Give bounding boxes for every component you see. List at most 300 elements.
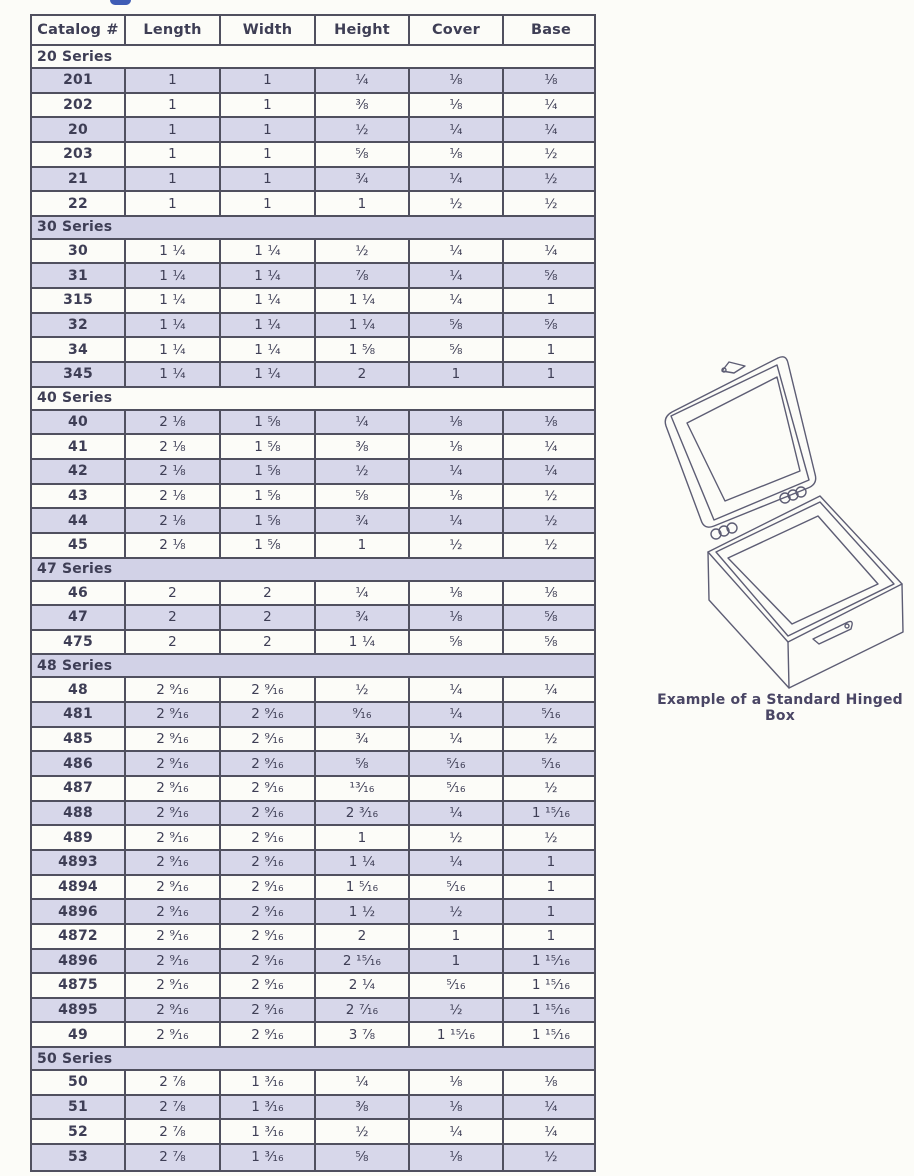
cell-catalog-number: 41 [32, 435, 126, 458]
cell-cover: ⅝ [410, 338, 504, 361]
cell-length: 2 [126, 631, 221, 654]
cell-cover: ⅛ [410, 606, 504, 629]
cell-width: 2 ⁹⁄₁₆ [221, 950, 316, 973]
cell-catalog-number: 44 [32, 509, 126, 532]
series-band [32, 388, 594, 411]
cell-height: 1 ¼ [316, 631, 410, 654]
cell-base: ½ [544, 170, 558, 187]
cell-height: ¼ [316, 69, 410, 92]
cell-cover: 1 [410, 363, 504, 386]
cell-base: ½ [544, 195, 558, 212]
table-row [32, 900, 594, 925]
cell-cover: ⅛ [410, 411, 504, 434]
cell-length: 2 ⁹⁄₁₆ [126, 925, 221, 948]
cell-catalog-number: 315 [32, 289, 126, 312]
table-row [32, 509, 594, 534]
cropped-heading-fragment [110, 0, 131, 5]
table-row [32, 582, 594, 607]
cell-base: ½ [544, 780, 558, 797]
column-header-cover: Cover [410, 16, 504, 44]
cell-width: 2 [221, 582, 316, 605]
cell-base: ½ [544, 731, 558, 748]
table-row [32, 240, 594, 265]
cell-cover: ¼ [410, 802, 504, 825]
cell-height: 2 [316, 925, 410, 948]
cell-length: 2 ⁹⁄₁₆ [126, 876, 221, 899]
cell-height: ¼ [316, 411, 410, 434]
table-row [32, 1096, 594, 1121]
cell-width: 1 ¼ [221, 314, 316, 337]
table-body [32, 46, 594, 1170]
table-row [32, 485, 594, 510]
table-row [32, 411, 594, 436]
cell-height: ½ [316, 678, 410, 701]
cell-catalog-number: 34 [32, 338, 126, 361]
cell-height: 2 ⁷⁄₁₆ [316, 999, 410, 1022]
cell-height: 1 [316, 826, 410, 849]
series-band [32, 217, 594, 240]
cell-length: 1 [126, 94, 221, 117]
cell-height: ½ [316, 1120, 410, 1143]
cell-cover: ¼ [410, 728, 504, 751]
cell-height: ⁹⁄₁₆ [316, 703, 410, 726]
cell-base: ⅛ [544, 414, 558, 430]
cell-catalog-number: 4896 [32, 900, 126, 923]
cell-base: 1 [546, 854, 556, 871]
cell-width: 1 ⅝ [221, 435, 316, 458]
cell-base: 1 ¹⁵⁄₁₆ [531, 1026, 571, 1043]
cell-width: 2 ⁹⁄₁₆ [221, 1023, 316, 1046]
cell-base: ⅝ [544, 317, 558, 334]
series-label: 47 Series [37, 561, 113, 578]
table-row [32, 534, 594, 559]
cell-height: ¼ [316, 582, 410, 605]
table-row [32, 168, 594, 193]
cell-base: 1 ¹⁵⁄₁₆ [531, 1002, 571, 1019]
cell-catalog-number: 203 [32, 143, 126, 166]
cell-width: 2 [221, 606, 316, 629]
cell-height: 1 ¼ [316, 851, 410, 874]
cell-base: ½ [544, 537, 558, 554]
cell-base: 1 ¹⁵⁄₁₆ [531, 952, 571, 969]
table-row [32, 1071, 594, 1096]
cell-width: 1 ³⁄₁₆ [221, 1096, 316, 1119]
column-header-height: Height [316, 16, 410, 44]
cell-base: ¼ [544, 243, 558, 260]
cell-cover: ¼ [410, 509, 504, 532]
cell-height: ⅝ [316, 1145, 410, 1170]
cell-height: ⅜ [316, 94, 410, 117]
cell-base: ½ [544, 146, 558, 163]
cell-catalog-number: 49 [32, 1023, 126, 1046]
cell-catalog-number: 46 [32, 582, 126, 605]
cell-width: 2 ⁹⁄₁₆ [221, 777, 316, 800]
cell-cover: ⅛ [410, 69, 504, 92]
cell-catalog-number: 45 [32, 534, 126, 557]
table-row [32, 999, 594, 1024]
cell-length: 2 ⅛ [126, 435, 221, 458]
cell-base: ⅝ [544, 634, 558, 651]
cell-catalog-number: 202 [32, 94, 126, 117]
cell-cover: ¼ [410, 264, 504, 287]
table-row [32, 69, 594, 94]
cell-height: 1 ¼ [316, 314, 410, 337]
table-row [32, 363, 594, 388]
cell-height: ¾ [316, 728, 410, 751]
cell-height: 1 ⁵⁄₁₆ [316, 876, 410, 899]
cell-width: 2 ⁹⁄₁₆ [221, 703, 316, 726]
cell-base: ⁵⁄₁₆ [541, 706, 561, 723]
table-row [32, 1145, 594, 1170]
table-row [32, 752, 594, 777]
cell-base: ¼ [544, 681, 558, 698]
cell-cover: ⅛ [410, 1096, 504, 1119]
table-row [32, 118, 594, 143]
cell-base: 1 [546, 341, 556, 358]
table-row [32, 143, 594, 168]
cell-height: 1 ¼ [316, 289, 410, 312]
cell-length: 2 ⅛ [126, 411, 221, 434]
table-row [32, 728, 594, 753]
cell-catalog-number: 485 [32, 728, 126, 751]
cell-length: 2 ⁹⁄₁₆ [126, 826, 221, 849]
cell-width: 2 ⁹⁄₁₆ [221, 752, 316, 775]
cell-cover: ⁵⁄₁₆ [410, 974, 504, 997]
cell-cover: ½ [410, 999, 504, 1022]
cell-cover: ½ [410, 192, 504, 215]
table-row [32, 631, 594, 656]
cell-width: 2 ⁹⁄₁₆ [221, 728, 316, 751]
cell-length: 2 ⁹⁄₁₆ [126, 777, 221, 800]
cell-height: ⅝ [316, 143, 410, 166]
cell-cover: ⁵⁄₁₆ [410, 777, 504, 800]
cell-height: ¾ [316, 509, 410, 532]
cell-cover: ¼ [410, 168, 504, 191]
table-row [32, 460, 594, 485]
cell-base: ¼ [544, 463, 558, 480]
cell-height: ¾ [316, 168, 410, 191]
table-row [32, 777, 594, 802]
cell-height: ½ [316, 118, 410, 141]
hinged-box-spec-table [30, 14, 596, 1172]
cell-length: 2 ⁹⁄₁₆ [126, 974, 221, 997]
cell-height: ⅞ [316, 264, 410, 287]
cell-cover: ⅛ [410, 1145, 504, 1170]
table-row [32, 950, 594, 975]
cell-length: 2 ⁹⁄₁₆ [126, 752, 221, 775]
cell-catalog-number: 4894 [32, 876, 126, 899]
box-base-front-edge [788, 642, 789, 688]
table-row [32, 974, 594, 999]
cell-width: 1 ¼ [221, 289, 316, 312]
column-header-length: Length [126, 16, 221, 44]
cell-catalog-number: 20 [32, 118, 126, 141]
figure-caption: Example of a Standard Hinged Box [657, 692, 903, 724]
cell-base: ⅛ [544, 72, 558, 89]
cell-base: 1 [546, 903, 556, 920]
cell-catalog-number: 53 [32, 1145, 126, 1170]
cell-cover: ¼ [410, 460, 504, 483]
cell-base: ⅝ [544, 609, 558, 626]
table-row [32, 192, 594, 217]
cell-catalog-number: 21 [32, 168, 126, 191]
cell-catalog-number: 40 [32, 411, 126, 434]
hinged-box-illustration [630, 346, 914, 691]
cell-width: 2 ⁹⁄₁₆ [221, 999, 316, 1022]
cell-catalog-number: 488 [32, 802, 126, 825]
cell-width: 2 ⁹⁄₁₆ [221, 900, 316, 923]
cell-base: ¼ [544, 96, 558, 113]
column-header-catalog: Catalog # [32, 16, 126, 44]
cell-base: 1 [546, 878, 556, 895]
cell-catalog-number: 31 [32, 264, 126, 287]
cell-catalog-number: 487 [32, 777, 126, 800]
cell-catalog-number: 4895 [32, 999, 126, 1022]
series-band [32, 1048, 594, 1071]
cell-height: ¹³⁄₁₆ [316, 777, 410, 800]
series-band [32, 559, 594, 582]
cell-width: 1 ¼ [221, 264, 316, 287]
cell-catalog-number: 345 [32, 363, 126, 386]
series-label: 50 Series [37, 1050, 113, 1067]
cell-length: 2 ⁹⁄₁₆ [126, 1023, 221, 1046]
cell-cover: ½ [410, 534, 504, 557]
cell-base: ⅛ [544, 584, 558, 601]
cell-catalog-number: 52 [32, 1120, 126, 1143]
cell-length: 2 ⅛ [126, 485, 221, 508]
cell-width: 1 ¼ [221, 338, 316, 361]
cell-base: 1 ¹⁵⁄₁₆ [531, 804, 571, 821]
cell-cover: 1 [410, 925, 504, 948]
cell-base: ½ [544, 512, 558, 529]
cell-catalog-number: 50 [32, 1071, 126, 1094]
box-base-walls [708, 552, 903, 688]
table-row [32, 925, 594, 950]
column-header-width: Width [221, 16, 316, 44]
cell-cover: ¼ [410, 1120, 504, 1143]
hinged-box-figure [630, 346, 914, 724]
cell-base: ½ [544, 1149, 558, 1166]
cell-catalog-number: 486 [32, 752, 126, 775]
series-label: 48 Series [37, 657, 113, 674]
cell-width: 1 ³⁄₁₆ [221, 1145, 316, 1170]
box-latch-pin [845, 624, 849, 628]
table-row [32, 606, 594, 631]
cell-base: ⁵⁄₁₆ [541, 755, 561, 772]
cell-cover: ½ [410, 826, 504, 849]
cell-length: 2 [126, 606, 221, 629]
table-row [32, 851, 594, 876]
cell-cover: ⅛ [410, 94, 504, 117]
cell-cover: ⅛ [410, 435, 504, 458]
cell-width: 1 ¼ [221, 240, 316, 263]
cell-width: 1 ⅝ [221, 411, 316, 434]
cell-catalog-number: 47 [32, 606, 126, 629]
cell-base: ⅝ [544, 267, 558, 284]
cell-height: ½ [316, 240, 410, 263]
cell-length: 1 ¼ [126, 338, 221, 361]
cell-base: ½ [544, 487, 558, 504]
cell-height: 1 [316, 534, 410, 557]
series-label: 40 Series [37, 390, 113, 407]
cell-base: ¼ [544, 438, 558, 455]
cell-length: 1 ¼ [126, 264, 221, 287]
cell-width: 1 ⅝ [221, 534, 316, 557]
cell-height: 2 ¹⁵⁄₁₆ [316, 950, 410, 973]
cell-cover: ⅝ [410, 314, 504, 337]
cell-height: 1 ½ [316, 900, 410, 923]
cell-height: ⅝ [316, 752, 410, 775]
cell-cover: ⅛ [410, 143, 504, 166]
cell-cover: ⅛ [410, 582, 504, 605]
cell-width: 2 ⁹⁄₁₆ [221, 851, 316, 874]
cell-base: ⅛ [544, 1074, 558, 1091]
cell-length: 1 [126, 69, 221, 92]
cell-width: 1 [221, 168, 316, 191]
cell-width: 1 ⅝ [221, 460, 316, 483]
table-row [32, 435, 594, 460]
cell-width: 2 ⁹⁄₁₆ [221, 802, 316, 825]
cell-height: ¼ [316, 1071, 410, 1094]
cell-base: ¼ [544, 121, 558, 138]
cell-length: 2 ⅞ [126, 1071, 221, 1094]
table-row [32, 703, 594, 728]
cell-cover: ¼ [410, 703, 504, 726]
cell-width: 2 ⁹⁄₁₆ [221, 876, 316, 899]
cell-width: 1 ¼ [221, 363, 316, 386]
cell-base: 1 ¹⁵⁄₁₆ [531, 977, 571, 994]
cell-base: 1 [546, 292, 556, 309]
cell-length: 2 ⁹⁄₁₆ [126, 851, 221, 874]
cell-width: 1 ⅝ [221, 485, 316, 508]
cell-length: 1 [126, 118, 221, 141]
cell-length: 2 ⁹⁄₁₆ [126, 950, 221, 973]
cell-catalog-number: 4896 [32, 950, 126, 973]
cell-width: 1 ³⁄₁₆ [221, 1071, 316, 1094]
cell-catalog-number: 51 [32, 1096, 126, 1119]
cell-width: 2 ⁹⁄₁₆ [221, 826, 316, 849]
cell-length: 2 ⅞ [126, 1145, 221, 1170]
cell-catalog-number: 43 [32, 485, 126, 508]
cell-length: 2 ⅛ [126, 534, 221, 557]
cell-catalog-number: 4875 [32, 974, 126, 997]
table-row [32, 1023, 594, 1048]
cell-height: ½ [316, 460, 410, 483]
cell-cover: 1 ¹⁵⁄₁₆ [410, 1023, 504, 1046]
cell-length: 2 ⅞ [126, 1096, 221, 1119]
cell-width: 2 ⁹⁄₁₆ [221, 678, 316, 701]
table-header-row [32, 16, 594, 46]
table-row [32, 826, 594, 851]
cell-cover: 1 [410, 950, 504, 973]
box-base-rim [708, 496, 902, 642]
table-row [32, 94, 594, 119]
cell-length: 2 ⅛ [126, 509, 221, 532]
cell-cover: ¼ [410, 118, 504, 141]
cell-width: 2 ⁹⁄₁₆ [221, 974, 316, 997]
cell-length: 1 [126, 168, 221, 191]
cell-cover: ¼ [410, 678, 504, 701]
table-row [32, 289, 594, 314]
cell-height: 2 ¼ [316, 974, 410, 997]
cell-length: 2 ⅞ [126, 1120, 221, 1143]
table-row [32, 264, 594, 289]
cell-cover: ¼ [410, 851, 504, 874]
cell-length: 1 [126, 192, 221, 215]
cell-height: 3 ⅞ [316, 1023, 410, 1046]
cell-catalog-number: 489 [32, 826, 126, 849]
cell-length: 2 ⁹⁄₁₆ [126, 678, 221, 701]
cell-cover: ⅝ [410, 631, 504, 654]
cell-width: 1 [221, 118, 316, 141]
cell-width: 1 ⅝ [221, 509, 316, 532]
cell-width: 2 [221, 631, 316, 654]
cell-catalog-number: 30 [32, 240, 126, 263]
cell-height: 1 ⅝ [316, 338, 410, 361]
series-band [32, 655, 594, 678]
cell-length: 2 ⁹⁄₁₆ [126, 802, 221, 825]
cell-cover: ⁵⁄₁₆ [410, 752, 504, 775]
cell-cover: ¼ [410, 289, 504, 312]
cell-base: 1 [546, 928, 556, 945]
cell-cover: ¼ [410, 240, 504, 263]
cell-width: 1 [221, 94, 316, 117]
cell-length: 2 ⁹⁄₁₆ [126, 999, 221, 1022]
cell-length: 1 ¼ [126, 289, 221, 312]
cell-length: 2 ⁹⁄₁₆ [126, 900, 221, 923]
cell-height: ⅜ [316, 1096, 410, 1119]
cell-length: 2 ⁹⁄₁₆ [126, 703, 221, 726]
cell-width: 2 ⁹⁄₁₆ [221, 925, 316, 948]
cell-base: 1 [546, 366, 556, 383]
cell-catalog-number: 48 [32, 678, 126, 701]
series-label: 30 Series [37, 219, 113, 236]
cell-catalog-number: 201 [32, 69, 126, 92]
cell-length: 1 ¼ [126, 314, 221, 337]
table-row [32, 802, 594, 827]
cell-length: 1 ¼ [126, 363, 221, 386]
cell-width: 1 [221, 143, 316, 166]
series-label: 20 Series [37, 48, 113, 65]
cell-catalog-number: 475 [32, 631, 126, 654]
cell-length: 2 ⁹⁄₁₆ [126, 728, 221, 751]
cell-length: 2 ⅛ [126, 460, 221, 483]
table-row [32, 314, 594, 339]
cell-cover: ½ [410, 900, 504, 923]
cell-catalog-number: 4893 [32, 851, 126, 874]
cell-width: 1 [221, 192, 316, 215]
column-header-base: Base [530, 22, 572, 38]
table-row [32, 876, 594, 901]
cell-width: 1 [221, 69, 316, 92]
cell-cover: ⅛ [410, 1071, 504, 1094]
cell-base: ¼ [544, 1099, 558, 1116]
cell-catalog-number: 22 [32, 192, 126, 215]
cell-length: 1 [126, 143, 221, 166]
cell-height: ⅜ [316, 435, 410, 458]
table-row [32, 1120, 594, 1145]
cell-length: 1 ¼ [126, 240, 221, 263]
cell-height: ⅝ [316, 485, 410, 508]
cell-catalog-number: 4872 [32, 925, 126, 948]
cell-height: ¾ [316, 606, 410, 629]
cell-cover: ⁵⁄₁₆ [410, 876, 504, 899]
cell-length: 2 [126, 582, 221, 605]
cell-height: 2 [316, 363, 410, 386]
cell-height: 1 [316, 192, 410, 215]
cell-cover: ⅛ [410, 485, 504, 508]
cell-base: ½ [544, 829, 558, 846]
